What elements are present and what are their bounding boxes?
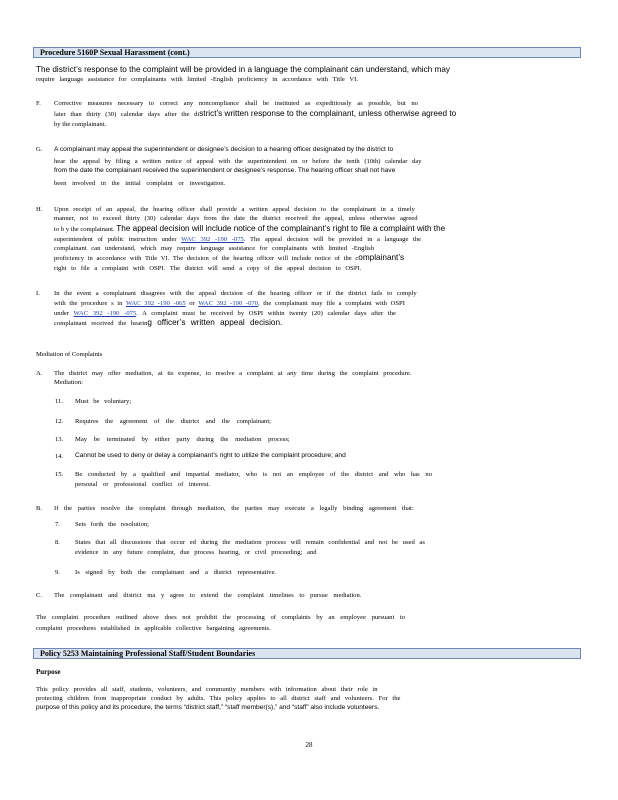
- mediation-c-line-1: The complainant and district ma y agree to extend the complaint timelines to pursue mediation.: [54, 592, 362, 599]
- item-i-line-3: [54, 310, 582, 318]
- wac-070-link[interactable]: WAC 392 -190 -070: [198, 300, 258, 307]
- item-h-label: H.: [36, 206, 43, 213]
- closing-line-2: complaint procedures established in applicable collective bargaining agreements.: [36, 625, 271, 632]
- item-f-label: F.: [36, 100, 41, 107]
- item-i-line-3b: . A complaint must be received by OSPI within twenty (20) calendar days after the: [136, 310, 396, 317]
- item-h-line-4b: . The appeal decision will be provided in a language the: [243, 236, 422, 243]
- item-g-line-2: hear the appeal by filing a written notice of appeal with the superintendent on or before the tenth (10th) calendar day: [54, 158, 422, 165]
- mediation-item-13-num: 13.: [55, 436, 64, 443]
- item-i-line-4: [54, 319, 582, 328]
- mediation-heading: Mediation of Complaints: [36, 351, 103, 358]
- purpose-line-3: purpose of this policy and its procedure, the terms “district staff,” “staff member(s),” and “staff” also include volunteers.: [36, 704, 380, 711]
- wac-065-link[interactable]: WAC 392 -190 -065: [125, 300, 186, 307]
- mediation-b-item-9: Is signed by both the complainant and a district representative.: [75, 569, 277, 576]
- mediation-item-13: May be terminated by either party during the mediation process;: [75, 436, 290, 443]
- purpose-heading: Purpose: [36, 668, 61, 676]
- policy-banner: Policy 5253 Maintaining Professional Staff/Student Boundaries: [33, 648, 581, 659]
- page-number: 28: [305, 741, 313, 749]
- mediation-item-15-num: 15.: [55, 471, 64, 478]
- item-h-line-6: [54, 254, 582, 263]
- item-g-line-4: been involved in the initial complaint or investigation.: [54, 180, 226, 187]
- item-h-line-5: complainant can understand, which may require language assistance for complainants with limited -English: [54, 245, 374, 252]
- item-g-line-3: from the date the complainant received the superintendent or designee’s response. The hearing officer shall not have: [54, 167, 396, 174]
- item-i-line-3a: under: [54, 310, 70, 317]
- mediation-item-11: Must be voluntary;: [75, 398, 132, 405]
- item-h-line-3a: to b y the complainant.: [54, 226, 115, 233]
- item-h-line-7: right to file a complaint with OSPI. The district will send a copy of the appeal decision to OSPI.: [54, 265, 362, 272]
- item-h-line-3: [54, 225, 582, 234]
- item-g-line-1: A complainant may appeal the superintendent or designee’s decision to a hearing officer designated by the district to: [54, 146, 394, 153]
- item-i-line-1: In the event a complainant disagrees with the appeal decision of the hearing officer or if the district fails to comply: [54, 290, 417, 297]
- wac-075-link[interactable]: WAC 392 -190 -075: [181, 236, 244, 243]
- closing-line-1: The complaint procedure outlined above does not prohibit the processing of complaints by an employee pursuant to: [36, 614, 406, 621]
- mediation-b-item-9-num: 9.: [55, 569, 60, 576]
- item-f-line-2a: later than thirty (30) calendar days after the di: [54, 111, 200, 118]
- wac-075-link-2[interactable]: WAC 392 -190 -075: [73, 310, 137, 317]
- item-h-line-3b: The appeal decision will include notice of the complainant’s right to file a complaint with the: [116, 224, 446, 233]
- mediation-item-12: Requires the agreement of the district and the complainant;: [75, 418, 271, 425]
- item-i-line-2: [54, 300, 582, 308]
- mediation-b-label: B.: [36, 505, 43, 512]
- item-i-label: I.: [36, 290, 40, 297]
- procedure-header-banner: Procedure 5160P Sexual Harassment (cont.): [33, 47, 581, 58]
- item-g-label: G.: [36, 146, 43, 153]
- intro-line-2: require language assistance for complainants with limited -English proficiency in accordance with Title VI.: [36, 76, 358, 83]
- mediation-b-item-8-line-2: evidence in any future complaint, due process hearing, or civil proceeding; and: [75, 549, 317, 556]
- item-i-line-4a: complainant received the hearin: [54, 320, 148, 327]
- mediation-a-line-1: The district may offer mediation, at its expense, to resolve a complaint at any time during the complaint procedure.: [54, 370, 412, 377]
- mediation-a-label: A.: [36, 370, 43, 377]
- item-f-line-1: Corrective measures necessary to correct any noncompliance shall be instituted as expeditiously as possible, but no: [54, 100, 418, 107]
- mediation-item-12-num: 12.: [55, 418, 64, 425]
- item-h-line-4a: superintendent of public instruction under: [54, 236, 177, 243]
- item-f-line-3: by the complainant.: [54, 121, 107, 128]
- item-f-line-2: [54, 110, 582, 119]
- item-h-line-6a: proficiency in accordance with Title VI. The decision of the hearing officer will include notice of the c: [54, 255, 359, 262]
- purpose-line-2: protecting children from inappropriate conduct by adults. This policy applies to all district staff and volunteers. For the: [36, 695, 401, 702]
- mediation-b-item-8-num: 8.: [55, 539, 60, 546]
- intro-line-1: The district’s response to the complaint will be provided in a language the complainant can understand, which may: [36, 65, 451, 74]
- mediation-b-line-1: If the parties resolve the complaint through mediation, the parties may execute a legally binding agreement that:: [54, 505, 414, 512]
- mediation-item-14-num: 14.: [55, 453, 64, 460]
- item-i-line-2a: with the procedure s in: [54, 300, 123, 307]
- item-h-line-2: manner, not to exceed thirty (30) calendar days from the date the district received the appeal, unless otherwise agreed: [54, 215, 418, 222]
- item-f-line-2b: strict’s written response to the complainant, unless otherwise agreed to: [199, 109, 457, 118]
- purpose-line-1: This policy provides all staff, students, volunteers, and community members with information about their role in: [36, 686, 378, 693]
- item-i-line-4b: g officer’s written appeal decision.: [147, 318, 283, 327]
- mediation-item-14: Cannot be used to deny or delay a complainant’s right to utilize the complaint procedure; and: [75, 452, 346, 459]
- mediation-item-11-num: 11.: [55, 398, 63, 405]
- mediation-item-15-line-2: personal or professional conflict of interest.: [75, 481, 210, 488]
- item-i-line-2b: , the complainant may file a complaint with OSPI: [257, 300, 405, 307]
- mediation-c-label: C.: [36, 592, 43, 599]
- item-i-line-2-or: or: [185, 300, 199, 307]
- mediation-b-item-7: Sets forth the resolution;: [75, 521, 150, 528]
- item-h-line-6b: omplainant’s: [358, 253, 405, 262]
- mediation-a-line-2: Mediation:: [54, 379, 83, 386]
- item-h-line-4: [54, 236, 582, 244]
- item-h-line-1: Upon receipt of an appeal, the hearing officer shall provide a written appeal decision to the complainant in a timely: [54, 206, 415, 213]
- mediation-b-item-7-num: 7.: [55, 521, 60, 528]
- mediation-item-15: Be conducted by a qualified and impartial mediator, who is not an employee of the district and who has no: [75, 471, 432, 478]
- mediation-b-item-8: States that all discussions that occur ed during the mediation process will remain confidential and not be used as: [75, 539, 425, 546]
